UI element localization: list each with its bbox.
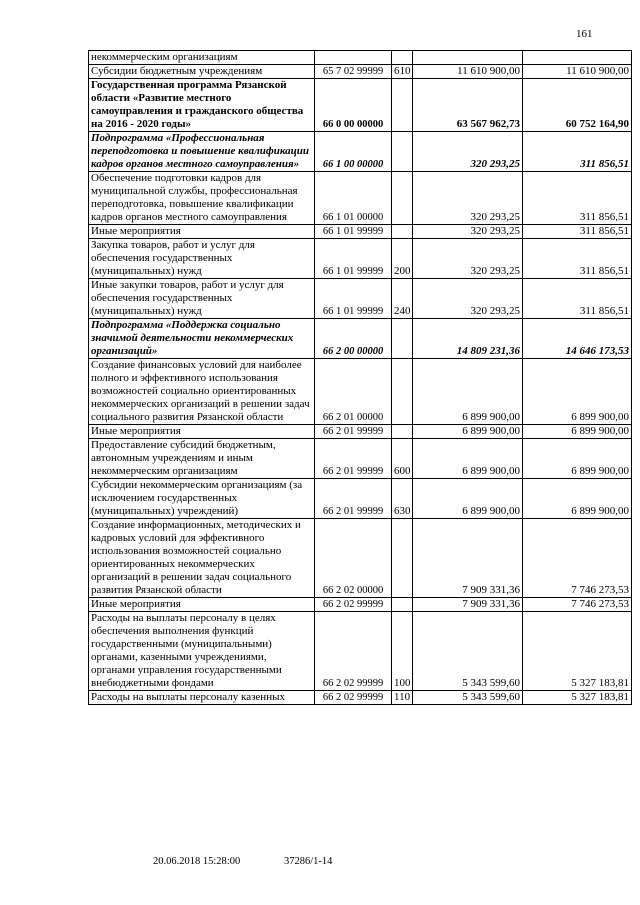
row-vr-cell: 630 (392, 479, 413, 519)
row-sum-2019-cell: 7 746 273,53 (523, 598, 632, 612)
row-sum-2018-cell: 6 899 900,00 (413, 359, 523, 425)
row-name-cell: Иные закупки товаров, работ и услуг для обеспечения государственных (муниципальных) нужд (89, 279, 315, 319)
table-row (89, 691, 632, 705)
table-row (89, 479, 632, 519)
table-row (89, 225, 632, 239)
table-row (89, 172, 632, 225)
row-sum-2018-cell: 320 293,25 (413, 239, 523, 279)
row-sum-2018-cell: 14 809 231,36 (413, 319, 523, 359)
row-code-cell: 66 2 02 99999 (315, 598, 392, 612)
table-row (89, 65, 632, 79)
row-name-cell: Иные мероприятия (89, 598, 315, 612)
row-vr-cell (392, 519, 413, 598)
row-sum-2018-cell: 5 343 599,60 (413, 612, 523, 691)
row-vr-cell (392, 319, 413, 359)
row-sum-2018-cell: 5 343 599,60 (413, 691, 523, 705)
row-name-cell: Создание финансовых условий для наиболее полного и эффективного использования возможностей социально ориентированных некоммерческих организаций в решении задач социального развития Рязанской области (89, 359, 315, 425)
row-sum-2018-cell: 7 909 331,36 (413, 519, 523, 598)
row-vr-cell: 200 (392, 239, 413, 279)
row-name-cell: Субсидии бюджетным учреждениям (89, 65, 315, 79)
row-name-cell: Расходы на выплаты персоналу в целях обеспечения выполнения функций государственными (муниципальными) органами, казенными учреждениями, органами управления государственными внебюджетными фондами (89, 612, 315, 691)
row-sum-2019-cell: 6 899 900,00 (523, 359, 632, 425)
row-code-cell: 66 2 01 99999 (315, 439, 392, 479)
row-sum-2018-cell: 6 899 900,00 (413, 425, 523, 439)
page-number: 161 (576, 28, 593, 40)
budget-table (88, 50, 632, 705)
row-sum-2019-cell: 311 856,51 (523, 172, 632, 225)
row-sum-2019-cell: 6 899 900,00 (523, 479, 632, 519)
row-vr-cell (392, 172, 413, 225)
row-vr-cell: 240 (392, 279, 413, 319)
table-row (89, 279, 632, 319)
row-sum-2019-cell: 5 327 183,81 (523, 612, 632, 691)
row-vr-cell: 100 (392, 612, 413, 691)
row-sum-2019-cell: 7 746 273,53 (523, 519, 632, 598)
row-name-cell: Создание информационных, методических и кадровых условий для эффективного использования возможностей социально ориентированных некоммерческих организаций в решении задач социального развития Рязанской области (89, 519, 315, 598)
row-sum-2018-cell: 63 567 962,73 (413, 79, 523, 132)
row-sum-2018-cell: 320 293,25 (413, 225, 523, 239)
row-sum-2019-cell: 5 327 183,81 (523, 691, 632, 705)
row-sum-2018-cell (413, 51, 523, 65)
row-sum-2019-cell: 311 856,51 (523, 239, 632, 279)
row-sum-2018-cell: 320 293,25 (413, 172, 523, 225)
row-sum-2018-cell: 11 610 900,00 (413, 65, 523, 79)
table-row (89, 359, 632, 425)
row-sum-2018-cell: 320 293,25 (413, 279, 523, 319)
table-row (89, 51, 632, 65)
table-row (89, 79, 632, 132)
row-code-cell: 66 2 01 99999 (315, 425, 392, 439)
table-row (89, 132, 632, 172)
row-code-cell: 66 1 01 99999 (315, 239, 392, 279)
table-row (89, 612, 632, 691)
row-vr-cell (392, 79, 413, 132)
row-code-cell: 66 1 01 99999 (315, 225, 392, 239)
row-code-cell: 66 0 00 00000 (315, 79, 392, 132)
row-vr-cell: 610 (392, 65, 413, 79)
row-code-cell: 66 2 01 99999 (315, 479, 392, 519)
row-code-cell: 65 7 02 99999 (315, 65, 392, 79)
footer-datetime: 20.06.2018 15:28:00 (153, 856, 241, 867)
row-sum-2019-cell: 6 899 900,00 (523, 439, 632, 479)
row-code-cell: 66 1 01 00000 (315, 172, 392, 225)
table-row (89, 598, 632, 612)
row-sum-2019-cell: 11 610 900,00 (523, 65, 632, 79)
row-code-cell: 66 1 01 99999 (315, 279, 392, 319)
table-row (89, 319, 632, 359)
row-name-cell: Подпрограмма «Профессиональная переподготовка и повышение квалификации кадров органов местного самоуправления» (89, 132, 315, 172)
row-sum-2018-cell: 6 899 900,00 (413, 439, 523, 479)
row-name-cell: Субсидии некоммерческим организациям (за исключением государственных (муниципальных) учреждений) (89, 479, 315, 519)
row-vr-cell (392, 225, 413, 239)
row-name-cell: Расходы на выплаты персоналу казенных (89, 691, 315, 705)
row-name-cell: Иные мероприятия (89, 225, 315, 239)
row-name-cell: Государственная программа Рязанской области «Развитие местного самоуправления и гражданского общества на 2016 - 2020 годы» (89, 79, 315, 132)
row-name-cell: Предоставление субсидий бюджетным, автономным учреждениям и иным некоммерческим организациям (89, 439, 315, 479)
row-sum-2019-cell: 6 899 900,00 (523, 425, 632, 439)
row-code-cell: 66 1 00 00000 (315, 132, 392, 172)
row-sum-2019-cell (523, 51, 632, 65)
row-vr-cell (392, 598, 413, 612)
row-code-cell: 66 2 01 00000 (315, 359, 392, 425)
row-sum-2018-cell: 7 909 331,36 (413, 598, 523, 612)
footer-doc-code: 37286/1-14 (284, 856, 333, 867)
table-body (89, 51, 632, 705)
row-name-cell: Подпрограмма «Поддержка социально значимой деятельности некоммерческих организаций» (89, 319, 315, 359)
row-code-cell: 66 2 02 00000 (315, 519, 392, 598)
row-sum-2019-cell: 60 752 164,90 (523, 79, 632, 132)
table-row (89, 425, 632, 439)
row-name-cell: Обеспечение подготовки кадров для муниципальной службы, профессиональная переподготовка, повышение квалификации кадров органов местного самоуправления (89, 172, 315, 225)
row-sum-2019-cell: 311 856,51 (523, 225, 632, 239)
row-code-cell: 66 2 02 99999 (315, 691, 392, 705)
row-name-cell: Закупка товаров, работ и услуг для обеспечения государственных (муниципальных) нужд (89, 239, 315, 279)
table-row (89, 439, 632, 479)
row-sum-2019-cell: 14 646 173,53 (523, 319, 632, 359)
row-vr-cell (392, 132, 413, 172)
row-code-cell (315, 51, 392, 65)
row-vr-cell: 110 (392, 691, 413, 705)
row-name-cell: Иные мероприятия (89, 425, 315, 439)
table-row (89, 239, 632, 279)
row-name-cell: некоммерческим организациям (89, 51, 315, 65)
row-vr-cell (392, 359, 413, 425)
row-sum-2018-cell: 320 293,25 (413, 132, 523, 172)
table-row (89, 519, 632, 598)
row-vr-cell (392, 51, 413, 65)
row-code-cell: 66 2 00 00000 (315, 319, 392, 359)
row-vr-cell: 600 (392, 439, 413, 479)
row-sum-2019-cell: 311 856,51 (523, 132, 632, 172)
row-sum-2019-cell: 311 856,51 (523, 279, 632, 319)
row-sum-2018-cell: 6 899 900,00 (413, 479, 523, 519)
row-vr-cell (392, 425, 413, 439)
row-code-cell: 66 2 02 99999 (315, 612, 392, 691)
